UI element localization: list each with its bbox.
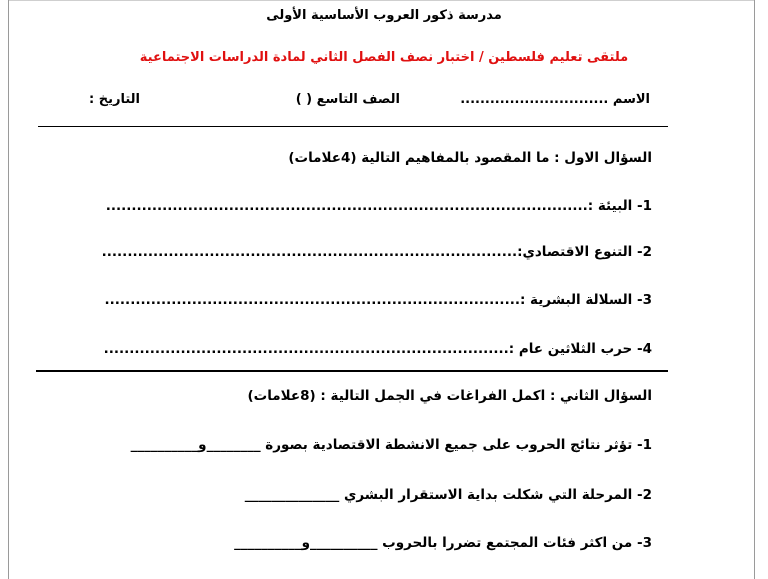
question-2-item: 2- المرحلة التي شكلت بداية الاستقرار البشري ______________ xyxy=(244,487,652,503)
school-name: مدرسة ذكور العروب الأساسية الأولى xyxy=(266,8,502,23)
student-name-field: الاسم .............................. xyxy=(460,92,650,107)
page-border-right xyxy=(754,0,755,579)
exam-subtitle: ملتقى تعليم فلسطين / اختبار نصف الفصل الثاني لمادة الدراسات الاجتماعية xyxy=(139,50,629,65)
class-field: الصف التاسع ( ) xyxy=(295,92,400,107)
question-2-title: السؤال الثاني : اكمل الفراغات في الجمل التالية : (8علامات) xyxy=(247,388,652,404)
question-1-title: السؤال الاول : ما المقصود بالمفاهيم التالية (4علامات) xyxy=(288,150,652,166)
question-2-item: 1- تؤثر نتائج الحروب على جميع الانشطة الاقتصادية بصورة ________و__________ xyxy=(130,437,652,453)
question-1-item: 4- حرب الثلاثين عام :............................................................................... xyxy=(103,341,652,357)
question-1-item: 1- البيئة :.............................................................................................. xyxy=(105,198,652,214)
page-border-top xyxy=(8,0,755,1)
page-border-left xyxy=(8,0,9,579)
question-1-item: 3- السلالة البشرية :................................................................................. xyxy=(104,292,652,308)
question-2-item: 3- من اكثر فئات المجتمع تضررا بالحروب __________و__________ xyxy=(234,535,652,551)
date-field: التاريخ : xyxy=(89,92,140,107)
question-1-item: 2- التنوع الاقتصادي:................................................................................. xyxy=(101,244,652,260)
header-divider xyxy=(38,126,668,127)
section-divider xyxy=(36,370,668,372)
